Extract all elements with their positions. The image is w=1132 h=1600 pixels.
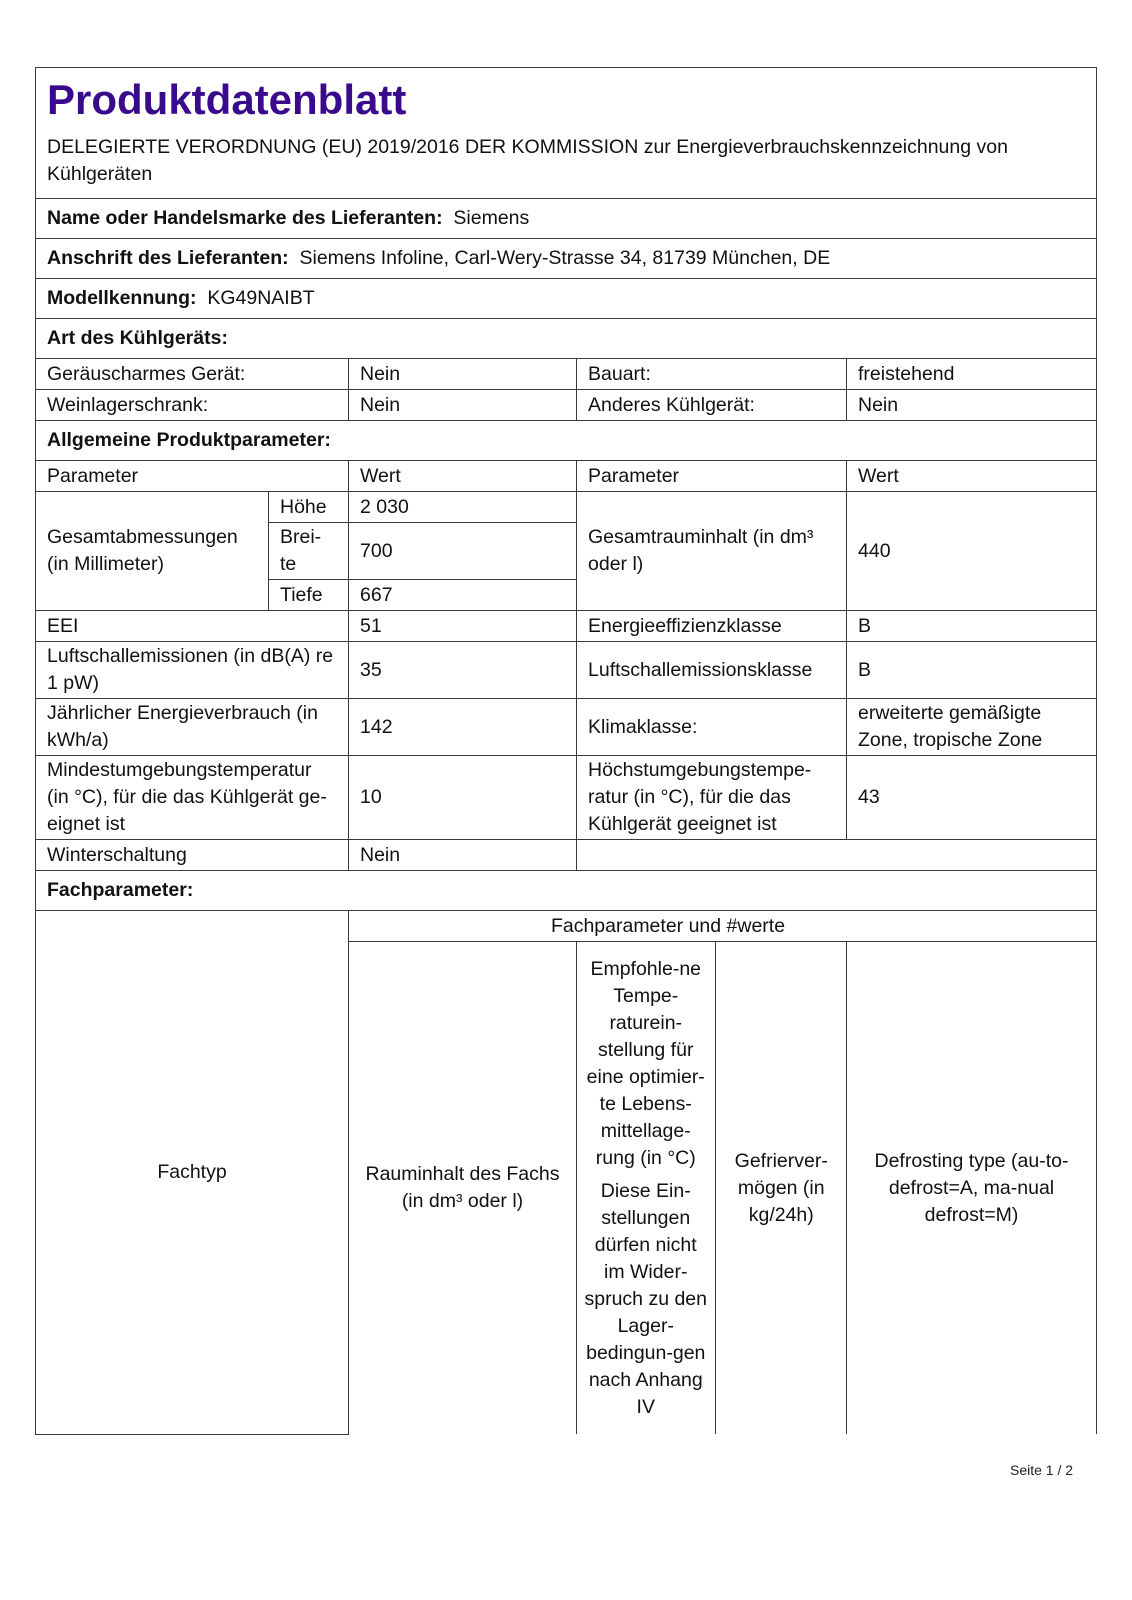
depth-label: Tiefe — [269, 580, 349, 611]
height-value: 2 030 — [349, 492, 577, 523]
noise-emission-label: Luftschallemissionen (in dB(A) re 1 pW) — [36, 642, 349, 699]
max-temp-value: 43 — [847, 756, 1097, 840]
recommended-temp-note: Diese Ein-stellungen dürfen nicht im Wider-spruch zu den Lager-bedingun-gen nach Anhang IV — [584, 1179, 707, 1418]
height-label: Höhe — [269, 492, 349, 523]
freezing-capacity-header: Gefrierver-mögen (in kg/24h) — [734, 1149, 828, 1226]
total-volume-label-text: Gesamtrauminhalt (in dm³ oder l) — [588, 526, 814, 575]
general-params-heading: Allgemeine Produktparameter: — [36, 421, 1097, 461]
other-appliance-value: Nein — [847, 390, 1097, 421]
compartment-group-header: Fachparameter und #werte — [349, 911, 1097, 942]
total-volume-label — [577, 492, 847, 611]
low-noise-value: Nein — [349, 359, 577, 390]
climate-class-value: erweiterte gemäßigte Zone, tropische Zone — [847, 699, 1097, 756]
width-value: 700 — [349, 523, 577, 580]
supplier-name-value: Siemens — [453, 207, 530, 229]
data-sheet-table — [35, 67, 1097, 1435]
width-label: Brei-te — [269, 523, 349, 580]
annual-energy-value: 142 — [349, 699, 577, 756]
col-header-value: Wert — [349, 461, 577, 492]
compartment-subgrid — [577, 942, 847, 1435]
col-header-parameter: Parameter — [36, 461, 349, 492]
design-type-label: Bauart: — [577, 359, 847, 390]
energy-class-value: B — [847, 611, 1097, 642]
model-row — [36, 279, 1097, 319]
winter-switch-value: Nein — [349, 840, 577, 871]
compartment-volume-header: Rauminhalt des Fachs (in dm³ oder l) — [349, 942, 577, 1435]
model-value: KG49NAIBT — [207, 287, 315, 309]
supplier-address-value: Siemens Infoline, Carl-Wery-Strasse 34, 81739 München, DE — [299, 247, 831, 269]
noise-class-label: Luftschallemissionsklasse — [577, 642, 847, 699]
page-title: Produktdatenblatt — [47, 76, 407, 123]
min-temp-value: 10 — [349, 756, 577, 840]
regulation-subtitle: DELEGIERTE VERORDNUNG (EU) 2019/2016 DER KOMMISSION zur Energieverbrauchskennzeichnung von Kühlgeräten — [47, 136, 1008, 185]
total-volume-value: 440 — [847, 492, 1097, 611]
empty-cell — [577, 840, 1097, 871]
supplier-name-label: Name oder Handelsmarke des Lieferanten: — [47, 207, 443, 229]
low-noise-label: Geräuscharmes Gerät: — [36, 359, 349, 390]
recommended-temp-header — [577, 942, 715, 1434]
max-temp-label: Höchstumgebungstempe-ratur (in °C), für die das Kühlgerät geeignet ist — [577, 756, 847, 840]
depth-value: 667 — [349, 580, 577, 611]
noise-emission-value: 35 — [349, 642, 577, 699]
winter-switch-label: Winterschaltung — [36, 840, 349, 871]
climate-class-label: Klimaklasse: — [577, 699, 847, 756]
recommended-temp-text: Empfohle-ne Tempe-raturein-stellung für eine optimier-te Lebens-mittellage-rung (in °C) — [586, 957, 705, 1169]
eei-value: 51 — [349, 611, 577, 642]
design-type-value: freistehend — [847, 359, 1097, 390]
compartment-type-header: Fachtyp — [36, 911, 349, 1435]
header-cell — [36, 68, 1097, 199]
annual-energy-label: Jährlicher Energieverbrauch (in kWh/a) — [36, 699, 349, 756]
wine-storage-value: Nein — [349, 390, 577, 421]
page-number: Seite 1 / 2 — [1010, 1462, 1074, 1478]
other-appliance-label: Anderes Kühlgerät: — [577, 390, 847, 421]
model-label: Modellkennung: — [47, 287, 197, 309]
product-data-sheet — [35, 67, 1096, 1435]
supplier-address-row — [36, 239, 1097, 279]
defrost-type-header: Defrosting type (au-to-defrost=A, ma-nual defrost=M) — [847, 942, 1097, 1435]
compartment-params-heading: Fachparameter: — [36, 871, 1097, 911]
noise-class-value: B — [847, 642, 1097, 699]
min-temp-label: Mindestumgebungstemperatur (in °C), für die das Kühlgerät ge-eignet ist — [36, 756, 349, 840]
dimensions-label: Gesamtabmessungen (in Millimeter) — [36, 492, 269, 611]
supplier-address-label: Anschrift des Lieferanten: — [47, 247, 289, 269]
appliance-type-heading: Art des Kühlgeräts: — [36, 319, 1097, 359]
eei-label: EEI — [36, 611, 349, 642]
supplier-name-row — [36, 199, 1097, 239]
energy-class-label: Energieeffizienzklasse — [577, 611, 847, 642]
wine-storage-label: Weinlagerschrank: — [36, 390, 349, 421]
col-header-parameter-2: Parameter — [577, 461, 847, 492]
col-header-value-2: Wert — [847, 461, 1097, 492]
